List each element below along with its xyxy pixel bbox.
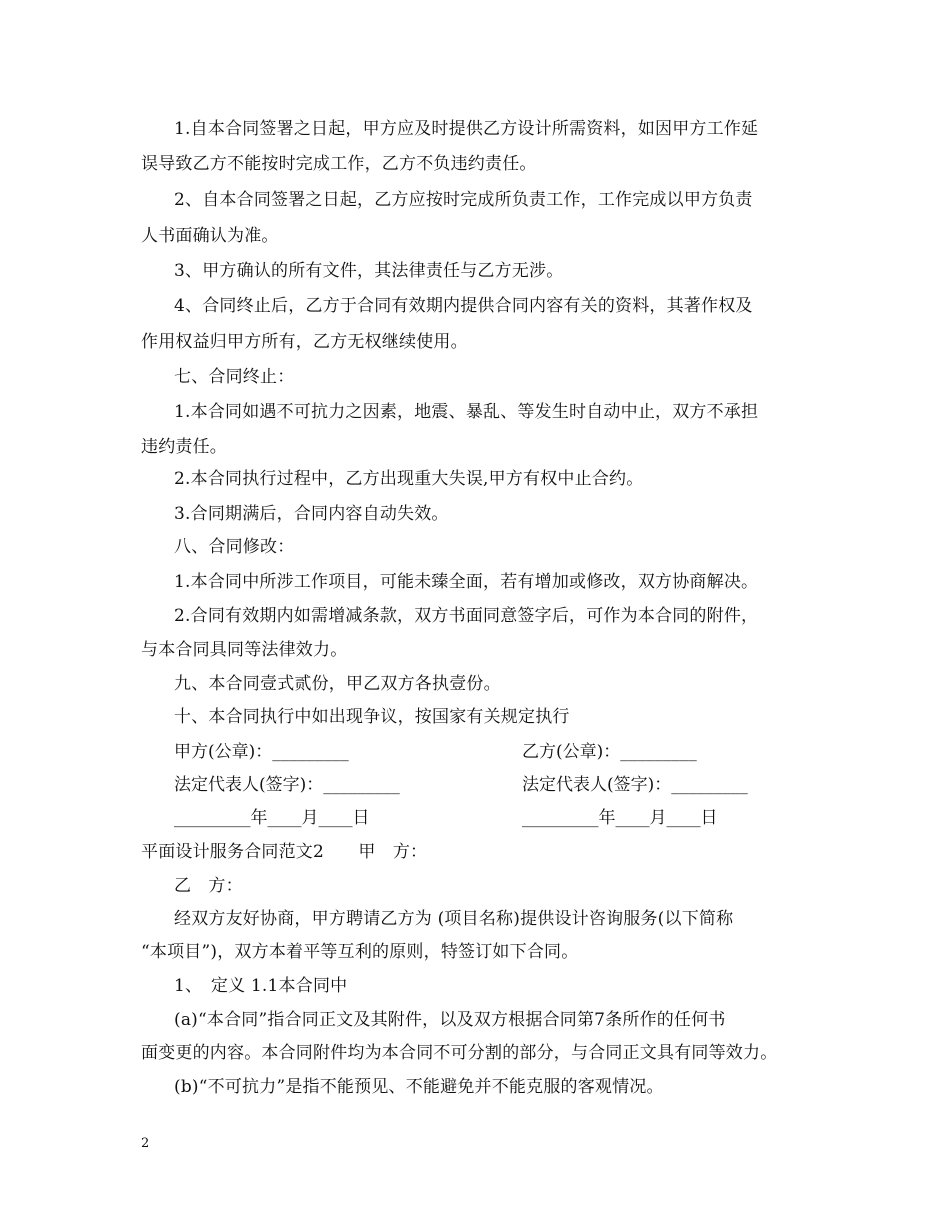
paragraph-line: 作用权益归甲方所有，乙方无权继续使用。 (141, 332, 468, 352)
paragraph-line: (a)“本合同”指合同正文及其附件，以及双方根据合同第7条所作的任何书 (174, 1010, 726, 1030)
party-a-representative: 法定代表人(签字)：_________ (174, 775, 400, 795)
paragraph-line: 1.本合同中所涉工作项目，可能未臻全面，若有增加或修改，双方协商解决。 (174, 572, 759, 592)
paragraph-line: 面变更的内容。本合同附件均为本合同不可分割的部分，与合同正文具有同等效力。 (141, 1043, 778, 1063)
party-b-seal: 乙方(公章)：_________ (522, 742, 697, 762)
party-a-seal: 甲方(公章)：_________ (174, 742, 349, 762)
party-b-representative: 法定代表人(签字)：_________ (522, 775, 748, 795)
paragraph-line: 违约责任。 (141, 437, 227, 457)
paragraph-line: 与本合同具同等法律效力。 (141, 640, 348, 660)
page-number: 2 (141, 1136, 150, 1151)
contract-title-line: 平面设计服务合同范文2 甲 方： (141, 842, 428, 862)
paragraph-line: 1.自本合同签署之日起，甲方应及时提供乙方设计所需资料，如因甲方工作延 (174, 119, 759, 139)
section-heading: 九、本合同壹式贰份，甲乙双方各执壹份。 (174, 674, 501, 694)
paragraph-line: 3、甲方确认的所有文件，其法律责任与乙方无涉。 (174, 261, 564, 281)
section-heading: 八、合同修改： (174, 537, 295, 557)
party-b-date: _________年____月____日 (522, 808, 718, 828)
section-heading: 七、合同终止： (174, 367, 295, 387)
paragraph-line: 2、自本合同签署之日起，乙方应按时完成所负责工作，工作完成以甲方负责 (174, 190, 753, 210)
paragraph-line: 人书面确认为准。 (141, 226, 279, 246)
paragraph-line: 4、合同终止后，乙方于合同有效期内提供合同内容有关的资料，其著作权及 (174, 296, 753, 316)
party-a-date: _________年____月____日 (174, 808, 370, 828)
paragraph-line: 2.本合同执行过程中，乙方出现重大失误,甲方有权中止合约。 (174, 469, 644, 489)
section-heading: 十、本合同执行中如出现争议，按国家有关规定执行 (174, 707, 570, 727)
paragraph-line: 1.本合同如遇不可抗力之因素，地震、暴乱、等发生时自动中止，双方不承担 (174, 402, 759, 422)
paragraph-line: 经双方友好协商，甲方聘请乙方为 (项目名称)提供设计咨询服务(以下简称 (174, 909, 734, 929)
paragraph-line: 误导致乙方不能按时完成工作，乙方不负违约责任。 (141, 154, 537, 174)
paragraph-line: “本项目”)，双方本着平等互利的原则，特签订如下合同。 (141, 942, 579, 962)
paragraph-line: 3.合同期满后，合同内容自动失效。 (174, 504, 449, 524)
paragraph-line: (b)“不可抗力”是指不能预见、不能避免并不能克服的客观情况。 (174, 1077, 664, 1097)
party-b-line: 乙 方： (174, 876, 243, 896)
section-heading: 1、 定义 1.1本合同中 (174, 976, 348, 996)
paragraph-line: 2.合同有效期内如需增减条款，双方书面同意签字后，可作为本合同的附件， (174, 606, 759, 626)
